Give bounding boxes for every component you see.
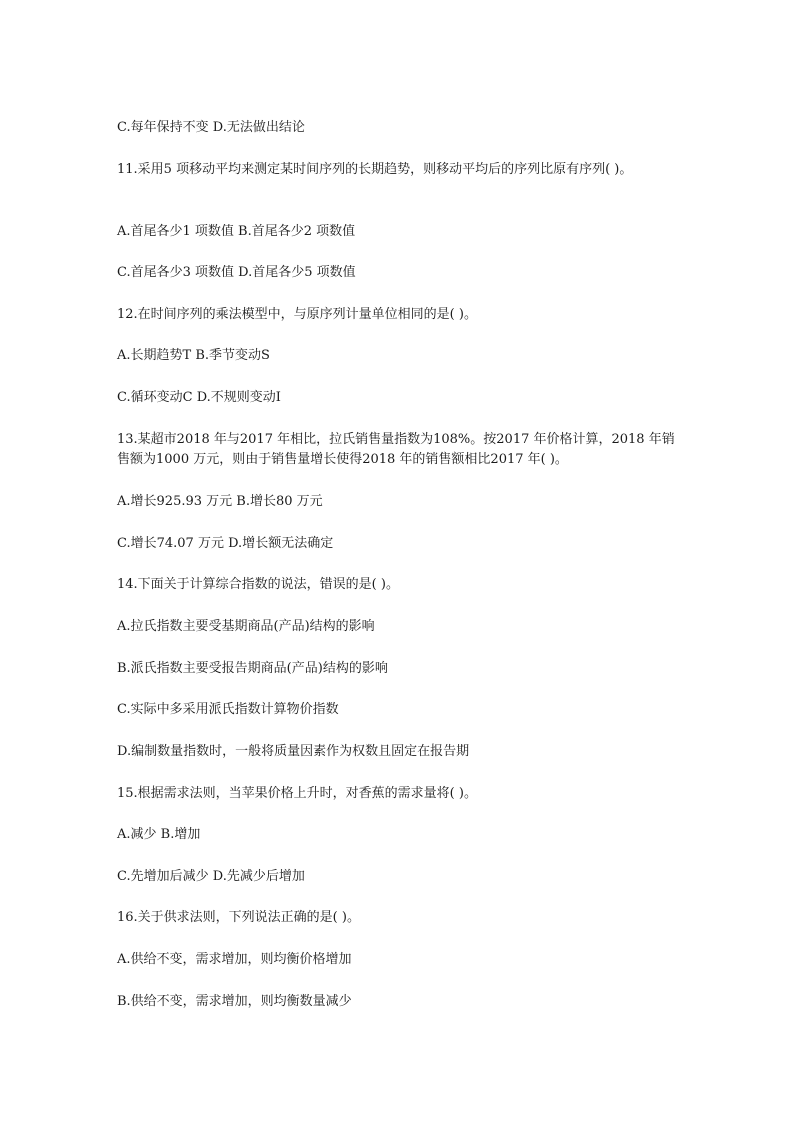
question-15: 15.根据需求法则，当苹果价格上升时，对香蕉的需求量将( )。: [117, 786, 477, 801]
text-line: A.拉氏指数主要受基期商品(产品)结构的影响: [117, 619, 375, 634]
text-line: B.派氏指数主要受报告期商品(产品)结构的影响: [117, 661, 388, 676]
text-line: B.供给不变，需求增加，则均衡数量减少: [117, 994, 352, 1009]
question-12: 12.在时间序列的乘法模型中，与原序列计量单位相同的是( )。: [117, 307, 477, 322]
text-line: C.增长74.07 万元 D.增长额无法确定: [117, 536, 334, 551]
text-line: D.编制数量指数时，一般将质量因素作为权数且固定在报告期: [117, 744, 470, 759]
text-line: C.实际中多采用派氏指数计算物价指数: [117, 702, 339, 717]
text-line: C.先增加后减少 D.先减少后增加: [117, 869, 305, 884]
text-line: A.供给不变，需求增加，则均衡价格增加: [117, 952, 352, 967]
text-line: A.增长925.93 万元 B.增长80 万元: [117, 494, 323, 509]
question-11: 11.采用5 项移动平均来测定某时间序列的长期趋势，则移动平均后的序列比原有序列( )。: [117, 162, 633, 177]
text-line: A.减少 B.增加: [117, 827, 201, 842]
text-line: C.首尾各少3 项数值 D.首尾各少5 项数值: [117, 265, 356, 280]
question-16: 16.关于供求法则，下列说法正确的是( )。: [117, 910, 360, 925]
text-line: C.每年保持不变 D.无法做出结论: [117, 120, 305, 135]
question-13: 13.某超市2018 年与2017 年相比，拉氏销售量指数为108%。按2017 年价格计算，2018 年销售额为1000 万元，则由于销售量增长使得2018 年的销售额相比2017 年( )。: [117, 432, 675, 467]
text-line: A.长期趋势T B.季节变动S: [117, 348, 270, 363]
question-14: 14.下面关于计算综合指数的说法，错误的是( )。: [117, 577, 399, 592]
text-line: A.首尾各少1 项数值 B.首尾各少2 项数值: [117, 224, 356, 239]
text-line: C.循环变动C D.不规则变动I: [117, 390, 281, 405]
